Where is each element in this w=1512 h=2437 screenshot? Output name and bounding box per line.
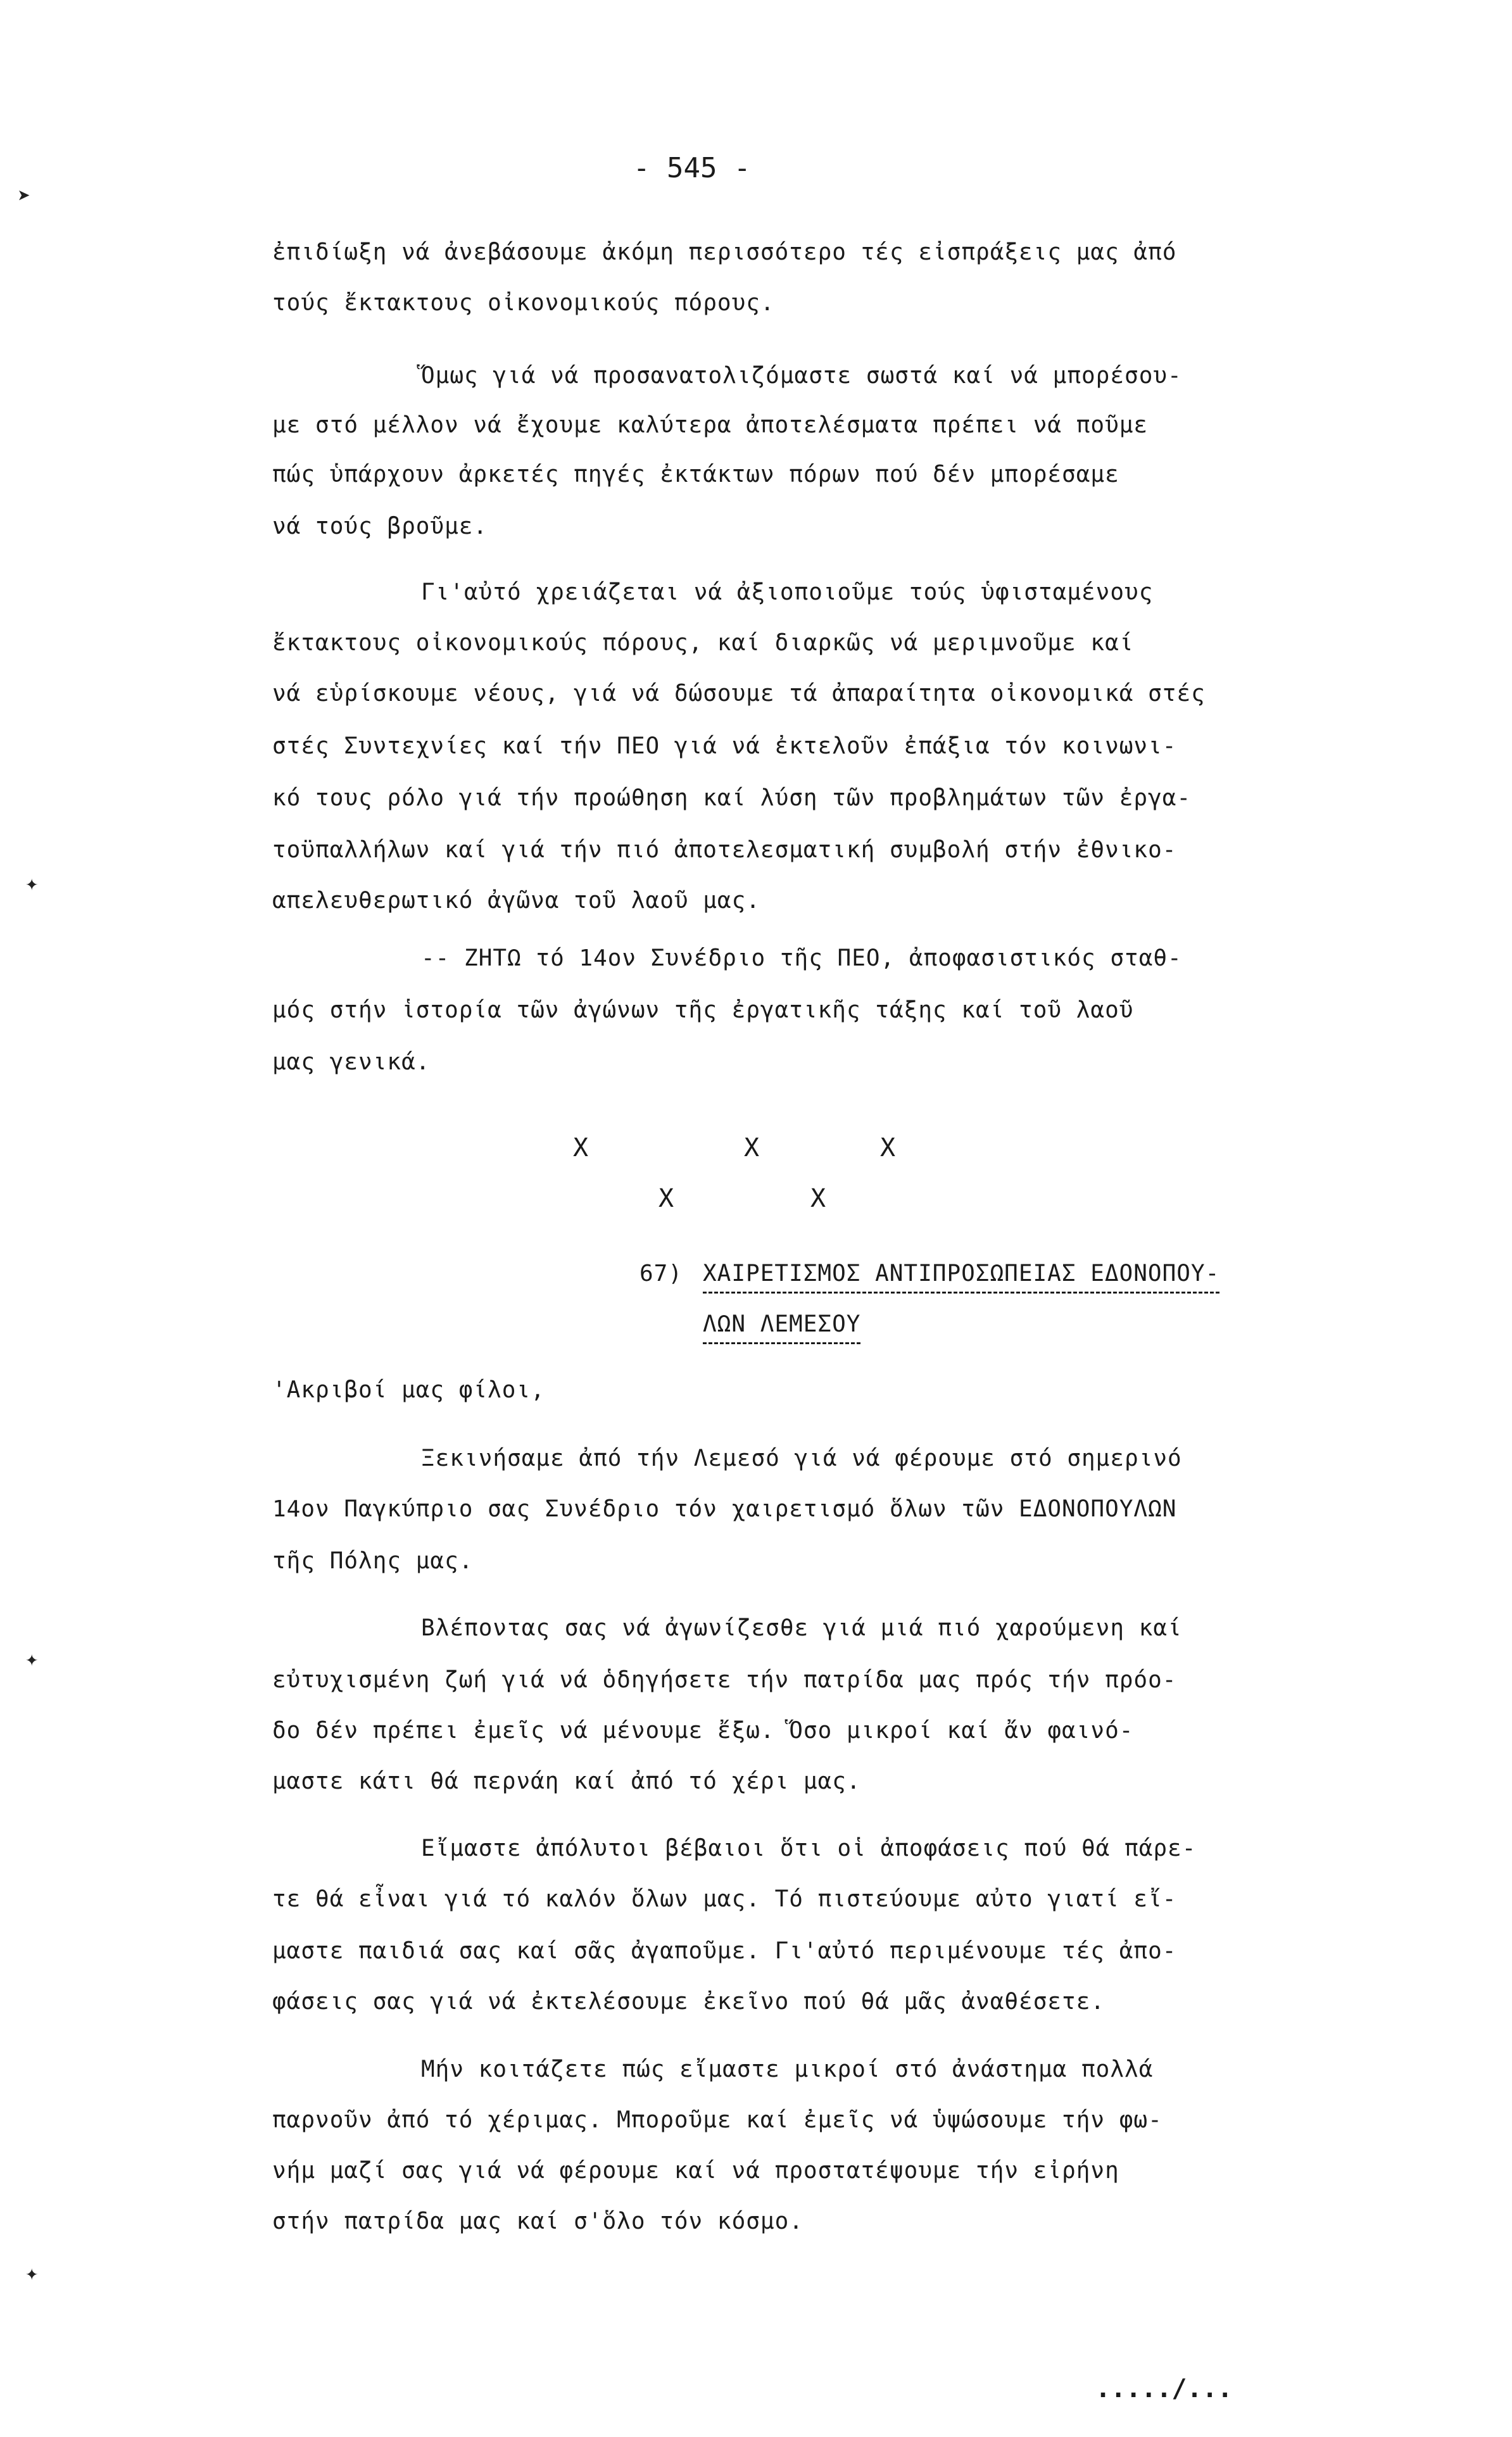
text-line: τοϋπαλλήλων καί γιά τήν πιό ἀποτελεσματική συμβολή στήν ἐθνικο- [272,837,1177,863]
text-line: τῆς Πόλης μας. [272,1548,474,1574]
text-line: 14ον Παγκύπριο σας Συνέδριο τόν χαιρετισμό ὅλων τῶν ΕΔΟΝΟΠΟΥΛΩΝ [272,1496,1177,1522]
margin-cross-mark: ✦ [25,871,39,896]
text-line: τούς ἔκτακτους οἰκονομικούς πόρους. [272,290,775,316]
text-line: μαστε κάτι θά περνάη καί ἀπό τό χέρι μας. [272,1768,861,1794]
continuation-mark: ...../... [1095,2374,1233,2403]
separator-x: Χ [880,1133,896,1162]
section-heading-line1: ΧΑΙΡΕΤΙΣΜΟΣ ΑΝΤΙΠΡΟΣΩΠΕΙΑΣ ΕΔΟΝΟΠΟΥ- [703,1259,1219,1294]
section-number: 67) [639,1261,683,1287]
margin-cross-mark: ✦ [25,1646,39,1672]
separator-x: Χ [810,1184,826,1213]
text-line: -- ΖΗΤΩ τό 14ον Συνέδριο τῆς ΠΕΟ, ἀποφασιστικός σταθ- [421,945,1182,971]
text-line: μός στήν ἱστορία τῶν ἀγώνων τῆς ἐργατικῆς τάξης καί τοῦ λαοῦ [272,997,1134,1023]
text-line: πώς ὑπάρχουν ἀρκετές πηγές ἐκτάκτων πόρων πού δέν μπορέσαμε [272,462,1119,488]
text-line: Εἴμαστε ἀπόλυτοι βέβαιοι ὅτι οἱ ἀποφάσεις πού θά πάρε- [421,1836,1197,1861]
text-line: απελευθερωτικό ἀγῶνα τοῦ λαοῦ μας. [272,888,760,914]
text-line: στήν πατρίδα μας καί σ'ὅλο τόν κόσμο. [272,2208,803,2234]
text-line: νήμ μαζί σας γιά νά φέρουμε καί νά προστατέψουμε τήν εἰρήνη [272,2158,1119,2184]
text-line: με στό μέλλον νά ἔχουμε καλύτερα ἀποτελέσματα πρέπει νά ποῦμε [272,412,1149,438]
separator-x: Χ [658,1184,674,1213]
text-line: τε θά εἶναι γιά τό καλόν ὅλων μας. Τό πιστεύουμε αὐτο γιατί εἴ- [272,1886,1177,1912]
text-line: δο δέν πρέπει ἐμεῖς νά μένουμε ἔξω. Ὅσο μικροί καί ἄν φαινό- [272,1718,1134,1744]
margin-cross-mark: ✦ [25,2260,39,2286]
text-line: ἐπιδίωξη νά ἀνεβάσουμε ἀκόμη περισσότερο τές εἰσπράξεις μας ἀπό [272,239,1177,265]
text-line: Γι'αὐτό χρειάζεται νά ἀξιοποιοῦμε τούς ὑφισταμένους [421,579,1154,605]
text-line: μαστε παιδιά σας καί σᾶς ἀγαποῦμε. Γι'αὐτό περιμένουμε τές ἀπο- [272,1938,1177,1964]
separator-x: Χ [744,1133,760,1162]
separator-x: Χ [573,1133,589,1162]
text-line: κό τους ρόλο γιά τήν προώθηση καί λύση τῶν προβλημάτων τῶν ἐργα- [272,785,1192,811]
text-line: φάσεις σας γιά νά ἐκτελέσουμε ἐκεῖνο πού θά μᾶς ἀναθέσετε. [272,1989,1106,2015]
text-line: μας γενικά. [272,1049,431,1075]
text-line: Μήν κοιτάζετε πώς εἴμαστε μικροί στό ἀνάστημα πολλά [421,2056,1154,2082]
text-line: νά εὑρίσκουμε νέους, γιά νά δώσουμε τά ἀπαραίτητα οἰκονομικά στές [272,681,1206,707]
section-heading-line2: ΛΩΝ ΛΕΜΕΣΟΥ [703,1309,860,1344]
margin-arrow-mark: ➤ [18,184,31,209]
text-line: Βλέποντας σας νά ἀγωνίζεσθε γιά μιά πιό χαρούμενη καί [421,1615,1182,1641]
text-line: στές Συντεχνίες καί τήν ΠΕΟ γιά νά ἐκτελοῦν ἐπάξια τόν κοινωνι- [272,733,1177,759]
text-line: εὐτυχισμένη ζωή γιά νά ὁδηγήσετε τήν πατρίδα μας πρός τήν πρόο- [272,1667,1177,1693]
text-line: ἔκτακτους οἰκονομικούς πόρους, καί διαρκῶς νά μεριμνοῦμε καί [272,630,1134,656]
text-line: Ὅμως γιά νά προσανατολιζόμαστε σωστά καί νά μπορέσου- [421,363,1182,389]
text-line: Ξεκινήσαμε ἀπό τήν Λεμεσό γιά νά φέρουμε στό σημερινό [421,1445,1182,1471]
page-number: - 545 - [633,152,751,184]
salutation: 'Ακριβοί μας φίλοι, [272,1377,545,1403]
text-line: νά τούς βροῦμε. [272,513,488,539]
text-line: παρνοῦν ἀπό τό χέριμας. Μποροῦμε καί ἐμεῖς νά ὑψώσουμε τήν φω- [272,2107,1162,2133]
